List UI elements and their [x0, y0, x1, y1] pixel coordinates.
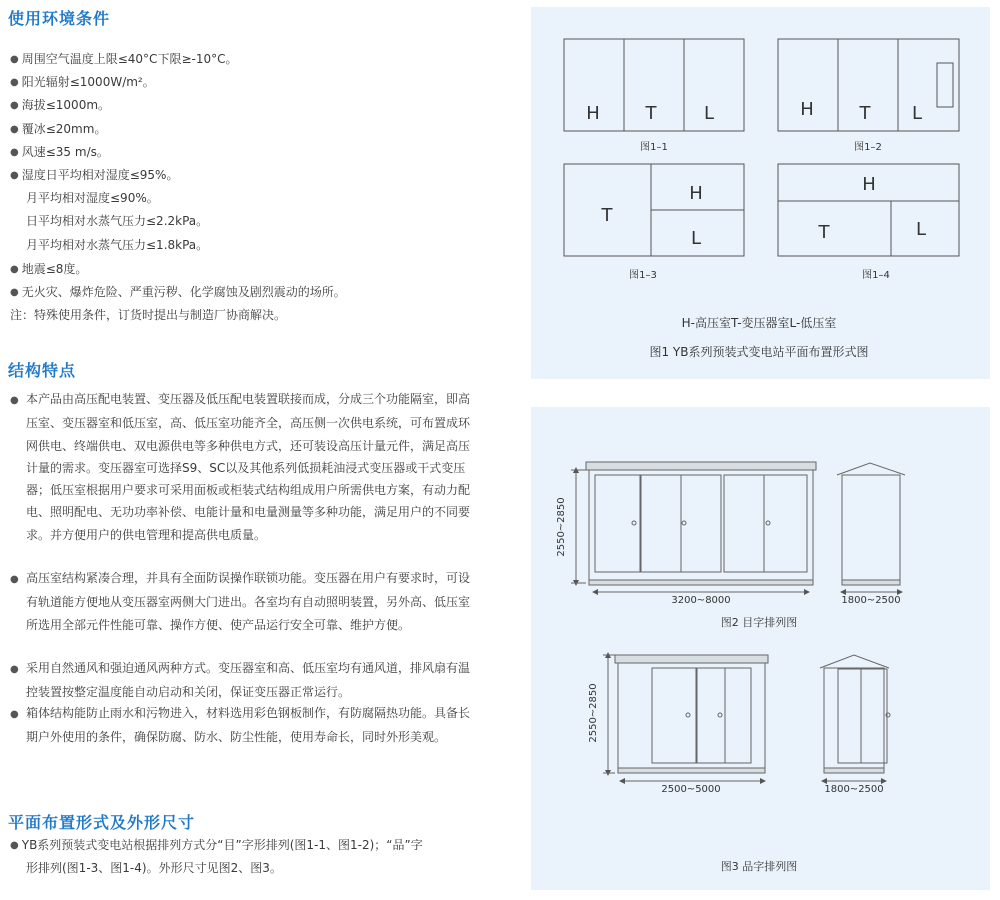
env-title: 使用环境条件 — [8, 9, 111, 28]
fig2-front-width-dim: 3200~8000 — [671, 595, 731, 606]
env-item: ● 海拔≤1000m。 — [10, 97, 110, 115]
layout-line: 形排列(图1-3、图1-4)。外形尺寸见图2、图3。 — [26, 861, 282, 875]
fig1-3-label-l: L — [690, 228, 702, 249]
fig1-1-caption: 图1–1 — [640, 142, 668, 153]
fig1-3-label-t: T — [601, 205, 613, 226]
fig1-3-label-h: H — [689, 183, 703, 204]
fig1-4-label-h: H — [862, 174, 876, 195]
fig1-1-label-t: T — [645, 103, 657, 124]
fig1-legend: H-高压室T-变压器室L-低压室 — [681, 316, 837, 330]
fig3-side-width-dim: 1800~2500 — [824, 784, 884, 795]
env-item: ● 地震≤8度。 — [10, 261, 87, 279]
env-note: 注：特殊使用条件，订货时提出与制造厂协商解决。 — [10, 308, 287, 322]
figure-2-3-diagram — [531, 407, 990, 890]
fig3-front-width-dim: 2500~5000 — [661, 784, 721, 795]
fig2-height-dim: 2550~2850 — [556, 497, 567, 557]
fig1-1-label-l: L — [703, 103, 715, 124]
env-item: ● 湿度日平均相对湿度≤95%。 — [10, 167, 178, 185]
env-item: ● 风速≤35 m/s。 — [10, 144, 109, 162]
env-item: ● 无火灾、爆炸危险、严重污秽、化学腐蚀及剧烈震动的场所。 — [10, 284, 346, 302]
layout-title: 平面布置形式及外形尺寸 — [8, 813, 196, 832]
env-item: ● 周围空气温度上限≤40°C下限≥-10°C。 — [10, 51, 237, 69]
env-subitem: 月平均相对水蒸气压力≤1.8kPa。 — [26, 238, 209, 252]
fig1-4-caption: 图1–4 — [862, 270, 890, 281]
fig2-caption: 图2 目字排列图 — [720, 616, 798, 629]
fig1-4-label-l: L — [915, 219, 927, 240]
fig1-4-label-t: T — [818, 222, 830, 243]
layout-line: ● YB系列预装式变电站根据排列方式分“目”字形排列(图1-1、图1-2)；“品”字 — [10, 837, 423, 855]
structure-paragraph: ● 采用自然通风和强迫通风两种方式。变压器室和高、低压室均有通风道，排风扇有温控装置按整定温度能自动启动和关闭，保证变压器正常运行。 — [10, 657, 480, 704]
env-item: ● 覆冰≤20mm。 — [10, 121, 106, 139]
fig3-caption: 图3 品字排列图 — [720, 860, 798, 873]
fig1-2-caption: 图1–2 — [854, 142, 882, 153]
structure-paragraph: ● 本产品由高压配电装置、变压器及低压配电装置联接而成，分成三个功能隔室，即高压室、变压器室和低压室，高、低压室功能齐全，高压侧一次供电系统，可布置成环网供电、终端供电、双电源供电等多种供电方式，还可装设高压计量元件，满足高压计量的需求。变压器室可选择S9、SC以及其他系列低损耗油浸式变压器或干式变压器；低压室根据用户要求可采用面板或柜装式结构组成用户所需供电方案，有动力配电、照明配电、无功功率补偿、电能计量和电量测量等多种功能，满足用户的不同要求。并方便用户的供电管理和提高供电质量。 — [10, 388, 480, 546]
figure-1-diagram — [531, 7, 990, 379]
fig1-3-caption: 图1–3 — [629, 270, 657, 281]
fig3-height-dim: 2550~2850 — [588, 683, 599, 743]
fig1-2-label-t: T — [859, 103, 871, 124]
env-subitem: 月平均相对湿度≤90%。 — [26, 191, 159, 205]
env-subitem: 日平均相对水蒸气压力≤2.2kPa。 — [26, 214, 209, 228]
structure-title: 结构特点 — [8, 361, 77, 380]
fig1-1-label-h: H — [586, 103, 600, 124]
structure-paragraph: ● 高压室结构紧凑合理，并具有全面防误操作联锁功能。变压器在用户有要求时，可设有轨道能方便地从变压器室两侧大门进出。各室均有自动照明装置，另外高、低压室所选用全部元件性能可靠、操作方便、使产品运行安全可靠、维护方便。 — [10, 567, 480, 636]
figure-2-3-panel — [531, 407, 990, 890]
fig1-caption: 图1 YB系列预装式变电站平面布置形式图 — [649, 345, 869, 359]
structure-paragraph: ● 箱体结构能防止雨水和污物进入，材料选用彩色钢板制作，有防腐隔热功能。具备长期户外使用的条件，确保防腐、防水、防尘性能，使用寿命长，同时外形美观。 — [10, 702, 480, 749]
fig2-side-width-dim: 1800~2500 — [841, 595, 901, 606]
env-item: ● 阳光辐射≤1000W/m²。 — [10, 74, 155, 92]
figure-1-panel — [531, 7, 990, 379]
fig1-2-label-l: L — [911, 103, 923, 124]
fig1-2-label-h: H — [800, 99, 814, 120]
